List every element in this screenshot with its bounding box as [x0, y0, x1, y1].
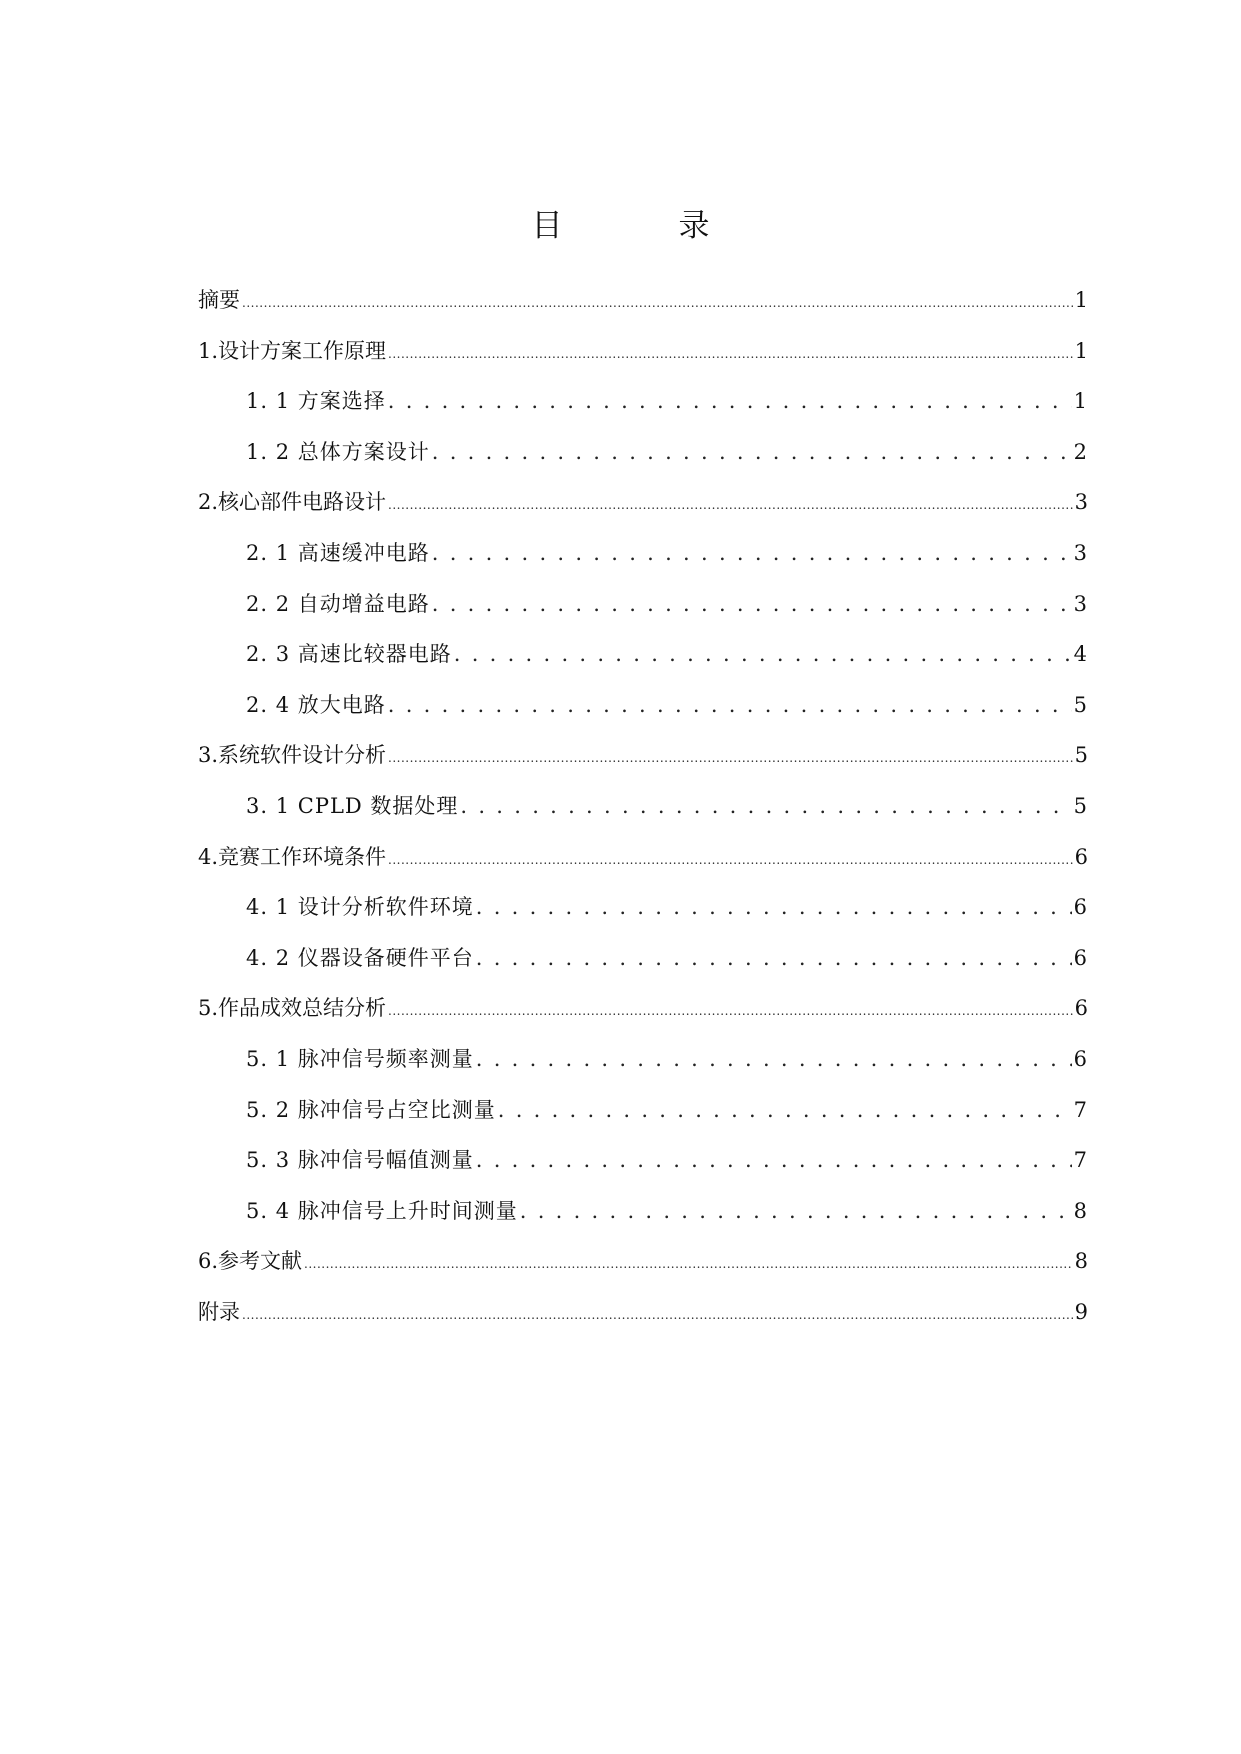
toc-entry-label: 附录	[198, 1299, 240, 1324]
toc-entry-label: 3. 1 CPLD 数据处理	[246, 793, 459, 818]
toc-entry-page-number: 4	[1073, 642, 1088, 667]
toc-dot-leader	[304, 1245, 1073, 1280]
toc-entry[interactable]	[198, 385, 1088, 436]
toc-entry-label: 1. 1 方案选择	[246, 389, 386, 414]
toc-entry[interactable]	[198, 1043, 1088, 1094]
toc-dot-leader	[432, 588, 1072, 620]
toc-entry[interactable]	[198, 942, 1088, 993]
toc-dot-leader	[242, 284, 1073, 319]
toc-entry-label: 4. 2 仪器设备硬件平台	[246, 945, 474, 970]
toc-entry-page-number: 9	[1074, 1299, 1088, 1324]
toc-entry-label: 2. 3 高速比较器电路	[246, 642, 452, 667]
toc-dot-leader	[454, 638, 1072, 670]
toc-dot-leader	[476, 1144, 1072, 1176]
toc-dot-leader	[388, 486, 1073, 521]
toc-entry-page-number: 5	[1073, 793, 1088, 818]
toc-entry-page-number: 6	[1074, 844, 1088, 869]
toc-entry-page-number: 7	[1073, 1097, 1088, 1122]
toc-entry[interactable]	[198, 689, 1088, 740]
toc-entry[interactable]	[198, 335, 1088, 386]
toc-entry-page-number: 6	[1073, 945, 1088, 970]
toc-entry-label: 5. 1 脉冲信号频率测量	[246, 1046, 474, 1071]
toc-entry-page-number: 1	[1074, 338, 1088, 363]
toc-dot-leader	[388, 739, 1073, 774]
toc-entry[interactable]	[198, 436, 1088, 487]
toc-dot-leader	[242, 1296, 1073, 1331]
toc-entry-page-number: 6	[1073, 895, 1088, 920]
toc-dot-leader	[476, 942, 1072, 974]
toc-entry-page-number: 1	[1073, 389, 1088, 414]
toc-entry[interactable]	[198, 891, 1088, 942]
toc-entry[interactable]	[198, 992, 1088, 1043]
toc-title-char-1: 目	[531, 208, 563, 244]
toc-dot-leader	[460, 790, 1071, 822]
toc-entry[interactable]	[198, 1144, 1088, 1195]
toc-entry-page-number: 3	[1073, 591, 1088, 616]
toc-dot-leader	[388, 689, 1072, 721]
toc-entry-page-number: 7	[1073, 1148, 1088, 1173]
toc-entry-label: 2.核心部件电路设计	[198, 490, 387, 515]
toc-entry-page-number: 1	[1074, 288, 1088, 312]
toc-entry-label: 4.竞赛工作环境条件	[198, 844, 387, 869]
toc-dot-leader	[388, 385, 1072, 417]
toc-dot-leader	[498, 1094, 1072, 1126]
toc-title	[0, 206, 1241, 246]
toc-entry-page-number: 5	[1074, 743, 1088, 768]
toc-entry[interactable]	[198, 790, 1088, 841]
table-of-contents	[198, 284, 1088, 1346]
toc-entry-page-number: 5	[1073, 692, 1088, 717]
toc-entry[interactable]	[198, 1245, 1088, 1296]
toc-entry-page-number: 3	[1073, 540, 1088, 565]
toc-entry[interactable]	[198, 537, 1088, 588]
toc-entry-page-number: 6	[1073, 1046, 1088, 1071]
toc-entry[interactable]	[198, 284, 1088, 335]
toc-entry-page-number: 8	[1074, 1249, 1088, 1274]
toc-dot-leader	[388, 841, 1073, 876]
toc-entry-label: 4. 1 设计分析软件环境	[246, 895, 474, 920]
toc-entry-page-number: 2	[1073, 439, 1088, 464]
toc-entry-label: 摘要	[198, 288, 240, 312]
toc-entry[interactable]	[198, 1195, 1088, 1246]
toc-dot-leader	[388, 992, 1073, 1027]
toc-entry-page-number: 6	[1074, 996, 1088, 1021]
toc-entry[interactable]	[198, 638, 1088, 689]
toc-dot-leader	[432, 436, 1072, 468]
toc-dot-leader	[520, 1195, 1072, 1227]
toc-dot-leader	[388, 335, 1073, 370]
toc-entry-label: 1. 2 总体方案设计	[246, 439, 430, 464]
toc-entry[interactable]	[198, 841, 1088, 892]
toc-entry[interactable]	[198, 1094, 1088, 1145]
toc-entry-label: 5. 4 脉冲信号上升时间测量	[246, 1198, 518, 1223]
toc-entry-label: 5.作品成效总结分析	[198, 996, 387, 1021]
toc-entry[interactable]	[198, 588, 1088, 639]
toc-entry-label: 2. 1 高速缓冲电路	[246, 540, 430, 565]
toc-entry-page-number: 8	[1073, 1198, 1088, 1223]
toc-entry-label: 1.设计方案工作原理	[198, 338, 387, 363]
toc-entry-label: 5. 3 脉冲信号幅值测量	[246, 1148, 474, 1173]
toc-entry-page-number: 3	[1074, 490, 1088, 515]
toc-entry-label: 6.参考文献	[198, 1249, 303, 1274]
toc-title-char-2: 录	[678, 208, 710, 244]
toc-entry-label: 2. 2 自动增益电路	[246, 591, 430, 616]
toc-entry-label: 2. 4 放大电路	[246, 692, 386, 717]
toc-entry[interactable]	[198, 739, 1088, 790]
toc-dot-leader	[476, 891, 1072, 923]
toc-entry-label: 3.系统软件设计分析	[198, 743, 387, 768]
toc-dot-leader	[432, 537, 1072, 569]
toc-entry[interactable]	[198, 1296, 1088, 1347]
toc-entry[interactable]	[198, 486, 1088, 537]
toc-dot-leader	[476, 1043, 1072, 1075]
toc-entry-label: 5. 2 脉冲信号占空比测量	[246, 1097, 496, 1122]
